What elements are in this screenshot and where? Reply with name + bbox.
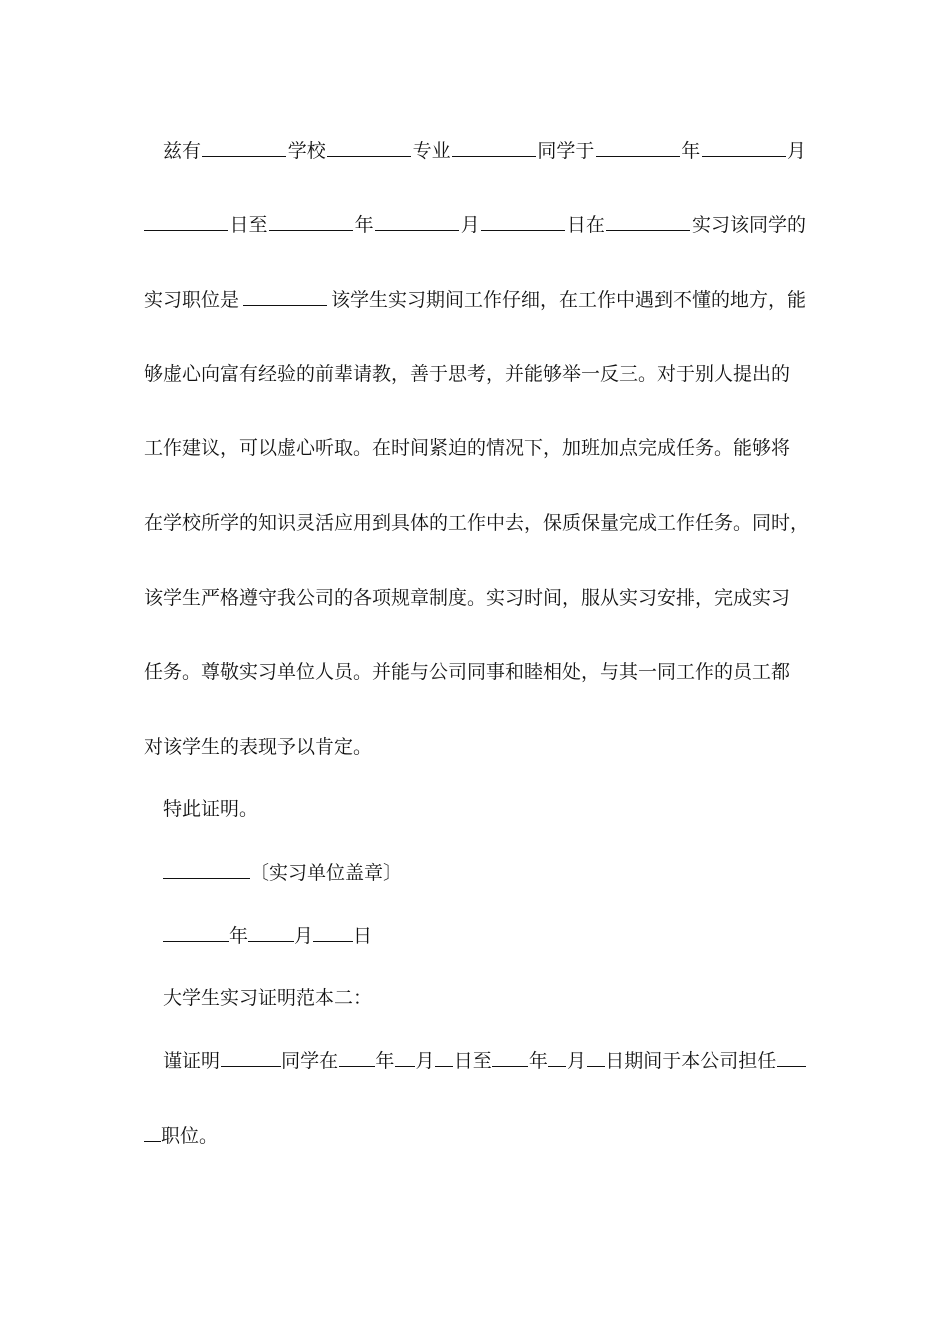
stamp-line xyxy=(163,859,825,886)
blank-position-part-2 xyxy=(144,1122,161,1142)
day-label: 日 xyxy=(353,925,373,947)
paragraph-line-3 xyxy=(144,286,806,313)
blank-position xyxy=(243,286,327,306)
text-segment: 月 xyxy=(460,214,480,236)
blank-year xyxy=(163,922,229,942)
template2-heading: 大学生实习证明范本二： xyxy=(163,987,373,1009)
blank-end-day xyxy=(481,211,565,231)
closing-text: 特此证明。 xyxy=(163,798,259,820)
blank-day xyxy=(313,922,353,942)
blank-end-year xyxy=(269,211,353,231)
blank-month xyxy=(248,922,294,942)
blank-start-year xyxy=(339,1047,375,1067)
template2-line-1 xyxy=(163,1047,806,1074)
blank-start-month xyxy=(702,137,786,157)
template2-line-2 xyxy=(144,1122,806,1149)
text-segment: 谨证明 xyxy=(163,1050,221,1072)
date-line xyxy=(163,922,825,949)
text-segment: 学校 xyxy=(287,140,326,162)
text-segment: 该学生实习期间工作仔细，在工作中遇到不懂的地方，能 xyxy=(330,289,806,311)
text-segment: 年 xyxy=(681,140,701,162)
blank-company-name xyxy=(163,859,250,879)
paragraph-line-4: 够虚心向富有经验的前辈请教，善于思考，并能够举一反三。对于别人提出的 xyxy=(144,363,791,385)
stamp-label: 〔实习单位盖章〕 xyxy=(250,862,403,884)
paragraph-line-9: 对该学生的表现予以肯定。 xyxy=(144,736,373,758)
paragraph-line-7: 该学生严格遵守我公司的各项规章制度。实习时间，服从实习安排，完成实习 xyxy=(144,587,791,609)
blank-end-month xyxy=(548,1047,566,1067)
text-segment: 专业 xyxy=(412,140,451,162)
text-segment: 实习该同学的 xyxy=(691,214,806,236)
text-segment: 同学于 xyxy=(537,140,595,162)
blank-major xyxy=(327,137,411,157)
text-segment: 年 xyxy=(375,1050,395,1072)
text-segment: 年 xyxy=(354,214,374,236)
paragraph-line-6: 在学校所学的知识灵活应用到具体的工作中去，保质保量完成工作任务。同时， xyxy=(144,512,810,534)
blank-end-month xyxy=(375,211,459,231)
paragraph-line-5: 工作建议，可以虚心听取。在时间紧迫的情况下，加班加点完成任务。能够将 xyxy=(144,437,791,459)
month-label: 月 xyxy=(294,925,314,947)
text-segment: 兹有 xyxy=(163,140,202,162)
text-segment: 年 xyxy=(528,1050,548,1072)
text-segment: 月 xyxy=(786,140,806,162)
paragraph-line-1 xyxy=(163,137,806,164)
text-segment: 日至 xyxy=(229,214,268,236)
blank-position-part-1 xyxy=(777,1047,806,1067)
blank-start-day xyxy=(435,1047,453,1067)
text-segment: 月 xyxy=(567,1050,587,1072)
text-segment: 同学在 xyxy=(281,1050,339,1072)
blank-start-day xyxy=(144,211,228,231)
year-label: 年 xyxy=(229,925,249,947)
text-segment: 职位。 xyxy=(161,1125,219,1147)
text-segment: 实习职位是 xyxy=(144,289,240,311)
text-segment: 日在 xyxy=(566,214,605,236)
paragraph-line-8: 任务。尊敬实习单位人员。并能与公司同事和睦相处，与其一同工作的员工都 xyxy=(144,661,791,683)
blank-end-year xyxy=(492,1047,528,1067)
blank-start-year xyxy=(596,137,680,157)
text-segment: 月 xyxy=(415,1050,435,1072)
blank-start-month xyxy=(395,1047,415,1067)
blank-end-day xyxy=(587,1047,605,1067)
blank-company xyxy=(606,211,690,231)
text-segment: 日期间于本公司担任 xyxy=(605,1050,777,1072)
blank-school xyxy=(202,137,286,157)
paragraph-line-2 xyxy=(144,211,806,238)
blank-student xyxy=(452,137,536,157)
blank-student-name xyxy=(221,1047,281,1067)
text-segment: 日至 xyxy=(453,1050,492,1072)
